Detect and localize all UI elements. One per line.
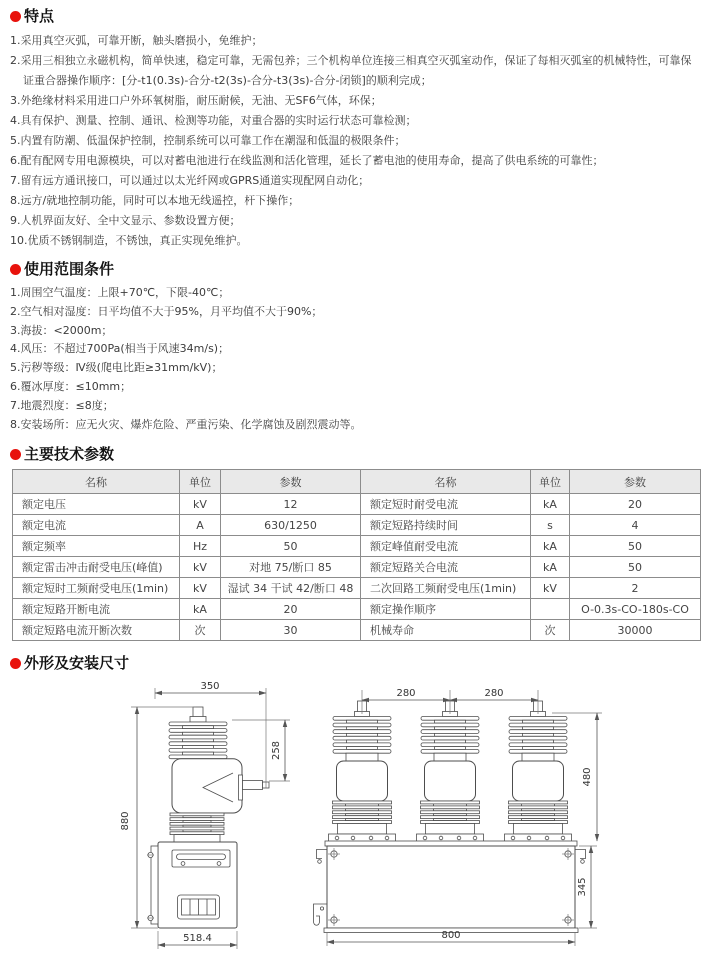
section-parameters bbox=[0, 444, 710, 641]
section-conditions bbox=[0, 259, 710, 434]
dim-box-height-label: 345 bbox=[577, 877, 588, 897]
col-header: 名称 bbox=[13, 470, 180, 494]
table-row: 额定短路电流开断次数 次 30 机械寿命 次 30000 bbox=[13, 620, 701, 641]
conditions-title: 使用范围条件 bbox=[24, 260, 115, 278]
col-header: 单位 bbox=[531, 470, 570, 494]
dim-pole-spacing-right-label: 280 bbox=[484, 688, 504, 700]
dimensions-heading bbox=[10, 653, 700, 673]
dim-box-width-label: 800 bbox=[441, 930, 461, 942]
features-title: 特点 bbox=[24, 7, 55, 25]
list-item: 9.人机界面友好、全中文显示、参数设置方便； bbox=[10, 214, 241, 227]
outline-drawing bbox=[0, 678, 710, 960]
table-row: 额定短路开断电流 kA 20 额定操作顺序 O-0.3s-CO-180s-CO bbox=[13, 599, 701, 620]
list-item: 8.安装场所：应无火灾、爆炸危险、严重污染、化学腐蚀及剧烈震动等。 bbox=[10, 417, 362, 431]
features-heading bbox=[10, 6, 700, 26]
list-item: 8.远方/就地控制功能，同时可以本地无线遥控，杆下操作； bbox=[10, 194, 300, 207]
section-dimensions bbox=[0, 653, 710, 964]
list-item: 10.优质不锈钢制造，不锈蚀，真正实现免维护。 bbox=[10, 234, 248, 247]
dim-side-width-label: 350 bbox=[200, 681, 220, 693]
list-item: 4.风压：不超过700Pa(相当于风速34m/s)； bbox=[10, 342, 230, 356]
table-row: 额定雷击冲击耐受电压(峰值) kV 对地 75/断口 85 额定短路关合电流 kA 50 bbox=[13, 557, 701, 578]
list-item: 7.留有远方通讯接口，可以通过以太光纤网或GPRS通道实现配网自动化； bbox=[10, 174, 370, 187]
section-features bbox=[0, 6, 710, 251]
list-item: 1.周围空气温度：上限+70℃，下限-40℃； bbox=[10, 286, 230, 299]
conditions-heading bbox=[10, 259, 700, 279]
list-item: 6.覆冰厚度：≤10mm； bbox=[10, 379, 132, 393]
red-bullet-icon bbox=[10, 264, 21, 275]
features-list bbox=[10, 31, 700, 251]
list-item: 2.采用三相独立永磁机构，简单快速，稳定可靠，无需包养；三个机构单位连接三相真空灭弧室动作，保证了每相灭弧室的机械特性，可靠保证重合器操作顺序：[分-t1(0.3s)-合分-t2(3s)-合分-t3(3s)-合分-闭锁]的顺利完成； bbox=[10, 54, 692, 87]
red-bullet-icon bbox=[10, 658, 21, 669]
list-item: 4.具有保护、测量、控制、通讯、检测等功能，对重合器的实时运行状态可靠检测； bbox=[10, 114, 417, 127]
front-view-drawing bbox=[314, 688, 603, 946]
list-item: 7.地震烈度：≤8度； bbox=[10, 398, 114, 412]
list-item: 3.海拔：<2000m； bbox=[10, 323, 113, 337]
col-header: 名称 bbox=[361, 470, 531, 494]
list-item: 3.外绝缘材料采用进口户外环氧树脂，耐压耐候，无油、无SF6气体，环保； bbox=[10, 94, 382, 107]
table-header-row bbox=[13, 470, 701, 494]
table-row: 额定电流 A 630/1250 额定短路持续时间 s 4 bbox=[13, 515, 701, 536]
parameters-heading bbox=[10, 444, 700, 464]
table-row: 额定电压 kV 12 额定短时耐受电流 kA 20 bbox=[13, 494, 701, 515]
dim-side-bushing-height-label: 258 bbox=[271, 741, 282, 761]
list-item: 2.空气相对湿度：日平均值不大于95%，月平均值不大于90%； bbox=[10, 304, 323, 318]
list-item: 6.配有配网专用电源模块，可以对蓄电池进行在线监测和活化管理，延长了蓄电池的使用寿命，提高了供电系统的可靠性； bbox=[10, 154, 604, 167]
red-bullet-icon bbox=[10, 11, 21, 22]
dim-pole-height-label: 480 bbox=[582, 767, 593, 787]
table-row: 额定短时工频耐受电压(1min) kV 湿试 34 干试 42/断口 48 二次回路工频耐受电压(1min) kV 2 bbox=[13, 578, 701, 599]
dimensions-title: 外形及安装尺寸 bbox=[24, 654, 130, 673]
list-item: 5.污秽等级：Ⅳ级(爬电比距≥31mm/kV)； bbox=[10, 361, 223, 375]
list-item: 5.内置有防潮、低温保护控制，控制系统可以可靠工作在潮湿和低温的极限条件； bbox=[10, 134, 406, 147]
col-header: 参数 bbox=[570, 470, 701, 494]
col-header: 参数 bbox=[221, 470, 361, 494]
table-row: 额定频率 Hz 50 额定峰值耐受电流 kA 50 bbox=[13, 536, 701, 557]
dim-side-base-width-label: 518.4 bbox=[183, 933, 212, 945]
red-bullet-icon bbox=[10, 449, 21, 460]
parameters-title: 主要技术参数 bbox=[24, 445, 115, 464]
col-header: 单位 bbox=[180, 470, 221, 494]
side-view-drawing bbox=[120, 681, 290, 949]
dim-pole-spacing-left-label: 280 bbox=[396, 688, 416, 700]
parameters-table bbox=[12, 469, 701, 641]
dim-side-total-height-label: 880 bbox=[120, 811, 131, 831]
conditions-list bbox=[10, 284, 700, 434]
list-item: 1.采用真空灭弧，可靠开断，触头磨损小，免维护； bbox=[10, 34, 263, 47]
